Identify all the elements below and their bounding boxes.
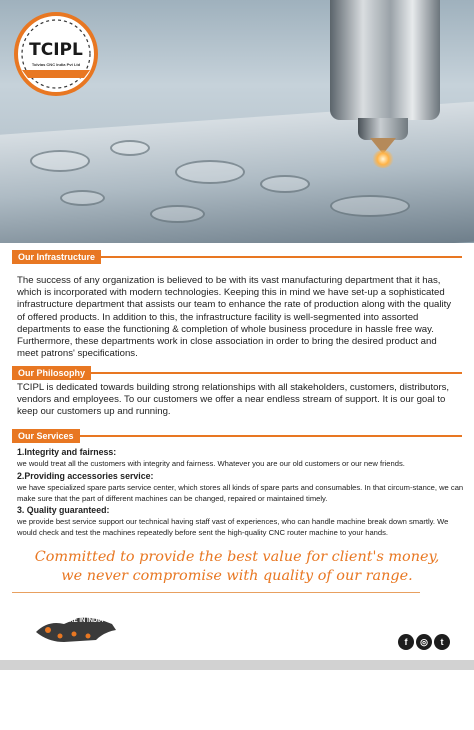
laser-spark (372, 150, 394, 168)
make-in-india-text: MAKE IN INDIA (60, 618, 104, 624)
slogan (20, 548, 454, 586)
laser-head (330, 0, 440, 120)
service-title: 3. Quality guaranteed: (17, 505, 110, 515)
slogan-line-1: Committed to provide the best value for client's money, (34, 549, 440, 565)
service-item (17, 471, 465, 504)
infrastructure-heading: Our Infrastructure (12, 250, 101, 264)
cut-shape (30, 150, 90, 172)
philosophy-text: TCIPL is dedicated towards building strong relationships with all stakeholders, customers, distributors, vendors and employees. To our customers we offer a near endless stream of support. It is our goal to keep our customers up and running. (17, 382, 450, 418)
logo-text: TCIPL (29, 40, 83, 60)
service-body: we would treat all the customers with integrity and fairness. Whatever you are our old customers or our new friends. (17, 459, 405, 468)
twitter-icon[interactable]: t (434, 634, 450, 650)
infrastructure-text: The success of any organization is believed to be with its vast manufacturing department that it has, which is incorporated with modern technologies. Keeping this in mind we have set-up a sophisticated infrastructure department that assists our team to enhance the rate of production along with the quality of offered products. In addition to this, the infrastructure facility is well-segmented into assorted departments to ease the functioning & completion of whole business procedure in hassle free way. Furthermore, these departments work in close association in order to bring the desired product and meet patrons' specifications. (17, 275, 452, 360)
philosophy-heading: Our Philosophy (12, 366, 91, 380)
service-title: 1.Integrity and fairness: (17, 447, 117, 457)
service-item (17, 505, 465, 538)
footer-band (0, 660, 474, 670)
cut-shape (150, 205, 205, 223)
service-title: 2.Providing accessories service: (17, 471, 154, 481)
laser-nozzle (358, 118, 408, 140)
cut-shape (330, 195, 410, 217)
slogan-line-2: we never compromise with quality of our range. (61, 568, 413, 584)
services-heading: Our Services (12, 429, 80, 443)
social-links (398, 634, 450, 650)
slogan-divider (12, 592, 420, 593)
cut-shape (60, 190, 105, 206)
cut-shape (110, 140, 150, 156)
service-body: we provide best service support our technical having staff vast of experiences, who can handle machine break down smartly. We would check and test the machines repeatedly before sent the high-quality CNC router machine to your hands. (17, 517, 449, 537)
instagram-icon[interactable]: ◎ (416, 634, 432, 650)
facebook-icon[interactable]: f (398, 634, 414, 650)
cut-shape (175, 160, 245, 184)
service-body: we have specialized spare parts service center, which stores all kinds of spare parts and consumables. In that circum-stance, we can make sure that the part of different machines can be changed, repaired or maintained timely. (17, 483, 464, 503)
logo-subtext: Tolvias CNC India Pvt Ltd (31, 62, 81, 67)
service-item (17, 447, 465, 469)
cut-shape (260, 175, 310, 193)
